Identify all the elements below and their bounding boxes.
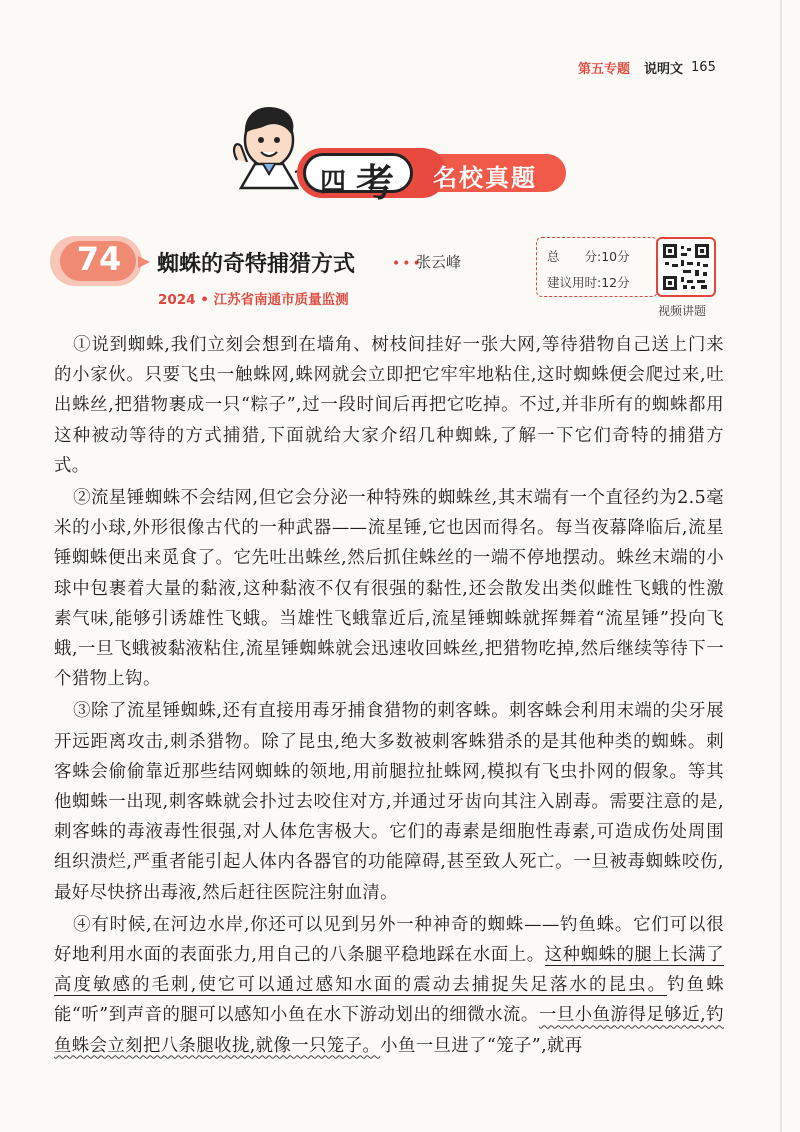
running-header: [578, 58, 716, 77]
banner-pill-white: [303, 153, 413, 205]
page-number: 165: [691, 60, 716, 75]
qr-pattern: [663, 244, 709, 290]
header-topic: 第五专题: [578, 62, 631, 77]
banner-kao: 考: [356, 161, 395, 205]
banner-title: 名校真题: [433, 164, 537, 192]
dots-icon: •••: [392, 256, 423, 272]
paragraph-4-part-c: 钓鱼蛛能“听”到声音的腿可以感知小鱼在水下游动划出的细微水流。: [54, 975, 724, 1026]
paragraph-1: ①说到蜘蛛,我们立刻会想到在墙角、树枝间挂好一张大网,等待猎物自己送上门来的小家伙。只要飞虫一触蛛网,蛛网就会立即把它牢牢地粘住,这时蜘蛛便会爬过来,吐出蛛丝,把猎物裹成一只“粽子”,过一段时间后再把它吃掉。不过,并非所有的蜘蛛都用这种被动等待的方式捕猎,下面就给大家介绍几种蜘蛛,了解一下它们奇特的捕猎方式。: [54, 335, 724, 476]
qr-code-icon[interactable]: [656, 237, 716, 297]
page-edge: [780, 0, 782, 1132]
total-score-label: 总 分:: [547, 249, 602, 264]
paragraph-3: ③除了流星锤蜘蛛,还有直接用毒牙捕食猎物的刺客蛛。刺客蛛会利用末端的尖牙展开远距离攻击,刺杀猎物。除了昆虫,绝大多数被刺客蛛猎杀的是其他种类的蜘蛛。刺客蛛会偷偷靠近那些结网蜘蛛的领地,用前腿拉扯蛛网,模拟有飞虫扑网的假象。等其他蜘蛛一出现,刺客蛛就会扑过去咬住对方,并通过牙齿向其注入剧毒。需要注意的是,刺客蛛的毒液毒性很强,对人体危害极大。它们的毒素是细胞性毒素,可造成伤处周围组织溃烂,严重者能引起人体内各器官的功能障碍,甚至致人死亡。一旦被毒蜘蛛咬伤,最好尽快挤出毒液,然后赶往医院注射血清。: [54, 701, 724, 903]
paragraph-4-part-a: ④有时候,在河边水岸,你还可以见到另外一种神奇的蜘蛛——钓鱼蛛。它们可以很好地利用水面的表面张力,用自己的八条腿平稳地踩在水面上。: [54, 914, 724, 966]
suggested-time: [547, 273, 630, 291]
banner-pill: [297, 148, 565, 205]
article-source: 2024 • 江苏省南通市质量监测: [158, 292, 349, 308]
total-score: [547, 247, 630, 265]
paragraph-4-part-e: 小鱼一旦进了“笼子”,就再: [380, 1035, 583, 1056]
banner-four: 四: [320, 168, 349, 198]
article-body: [54, 330, 724, 1061]
suggested-time-label: 建议用时:: [547, 275, 602, 290]
paragraph-2: ②流星锤蜘蛛不会结网,但它会分泌一种特殊的蜘蛛丝,其末端有一个直径约为2.5毫米的小球,外形很像古代的一种武器——流星锤,它也因而得名。每当夜幕降临后,流星锤蜘蛛便出来觅食了。它先吐出蛛丝,然后抓住蛛丝的一端不停地摆动。蛛丝末端的小球中包裹着大量的黏液,这种黏液不仅有很强的黏性,还会散发出类似雌性飞蛾的性激素气味,能够引诱雄性飞蛾。当雄性飞蛾靠近后,流星锤蜘蛛就挥舞着“流星锤”投向飞蛾,一旦飞蛾被黏液粘住,流星锤蜘蛛就会迅速收回蛛丝,把猎物吃掉,然后继续等待下一个猎物上钩。: [54, 488, 724, 690]
score-box: [536, 237, 658, 297]
paragraph-4: [54, 910, 724, 1061]
underlined-sentence-1: 这种蜘蛛的腿上长满了高度敏感的毛刺,使它可以通过感知水面的震动去捕捉失足落水的昆虫。: [54, 945, 724, 996]
badge-tip: [138, 256, 150, 268]
header-genre: 说明文: [644, 62, 684, 77]
article-title: 蜘蛛的奇特捕猎方式: [157, 252, 356, 277]
wavy-underlined-sentence: 一旦小鱼游得足够近,钓鱼蛛会立刻把八条腿收拢,就像一只笼子。: [54, 1005, 724, 1056]
suggested-time-value: 12分: [601, 275, 630, 290]
question-number-badge: [50, 236, 156, 286]
question-number: 74: [76, 240, 122, 278]
total-score-value: 10分: [601, 249, 630, 264]
video-label: 视频讲题: [658, 304, 707, 318]
section-banner: [225, 100, 555, 210]
article-author: 张云峰: [416, 253, 462, 271]
